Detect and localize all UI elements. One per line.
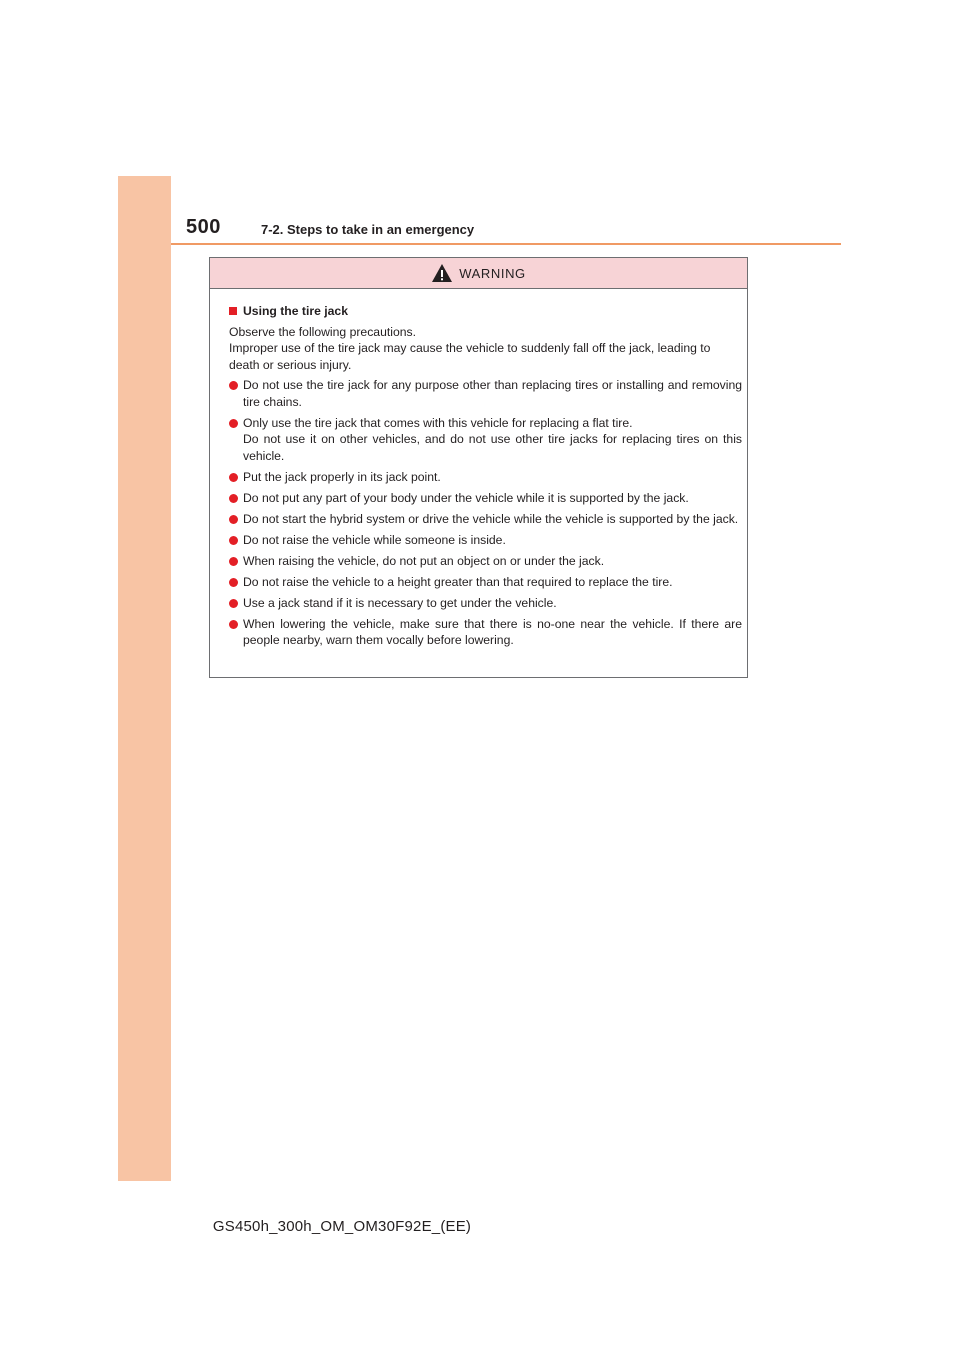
list-item-text: Do not use the tire jack for any purpose other than replacing tires or installing and removing tire chains. (243, 378, 742, 409)
bullet-dot-icon (229, 620, 238, 629)
list-item-text: When lowering the vehicle, make sure that there is no-one near the vehicle. If there are people nearby, warn them vocally before lowering. (243, 616, 742, 647)
bullet-dot-icon (229, 536, 238, 545)
document-code: GS450h_300h_OM_OM30F92E_(EE) (212, 1218, 472, 1235)
list-item (229, 490, 742, 507)
intro-line: Observe the following precautions. (229, 324, 416, 339)
warning-box (209, 257, 748, 678)
subheading-text: Using the tire jack (243, 304, 348, 318)
list-item-text: Do not start the hybrid system or drive the vehicle while the vehicle is supported by the jack. (243, 511, 739, 526)
section-title: 7-2. Steps to take in an emergency (261, 222, 475, 237)
list-item (229, 511, 742, 528)
bullet-dot-icon (229, 515, 238, 524)
bullet-dot-icon (229, 494, 238, 503)
list-item-text: Do not raise the vehicle to a height greater than that required to replace the tire. (243, 574, 673, 589)
warning-subheading (229, 303, 742, 320)
list-item (229, 415, 742, 465)
list-item (229, 574, 742, 591)
header-divider (171, 243, 841, 245)
list-item (229, 553, 742, 570)
page-number: 500 (186, 216, 221, 238)
intro-line: Improper use of the tire jack may cause the vehicle to suddenly fall off the jack, leading to death or serious injury. (229, 341, 711, 372)
list-item (229, 469, 742, 486)
chapter-side-tab (118, 176, 171, 1181)
bullet-dot-icon (229, 578, 238, 587)
bullet-dot-icon (229, 473, 238, 482)
bullet-dot-icon (229, 599, 238, 608)
square-bullet-icon (229, 307, 237, 315)
list-item-text: When raising the vehicle, do not put an object on or under the jack. (243, 553, 605, 568)
list-item-text: Use a jack stand if it is necessary to get under the vehicle. (243, 595, 557, 610)
list-item-text-extra: Do not use it on other vehicles, and do not use other tire jacks for replacing tires on this vehicle. (243, 432, 742, 463)
warning-label: WARNING (459, 265, 526, 281)
list-item (229, 616, 742, 649)
bullet-dot-icon (229, 381, 238, 390)
list-item-text: Put the jack properly in its jack point. (243, 469, 441, 484)
warning-triangle-icon (431, 263, 453, 283)
list-item (229, 595, 742, 612)
warning-intro (229, 324, 742, 374)
list-item (229, 377, 742, 410)
list-item-text: Only use the tire jack that comes with this vehicle for replacing a flat tire. (243, 415, 633, 430)
bullet-dot-icon (229, 419, 238, 428)
warning-body (210, 289, 747, 649)
list-item (229, 532, 742, 549)
list-item-text: Do not raise the vehicle while someone is inside. (243, 532, 506, 547)
bullet-dot-icon (229, 557, 238, 566)
document-code-footer (0, 1218, 960, 1235)
warning-header (210, 258, 747, 289)
list-item-text: Do not put any part of your body under the vehicle while it is supported by the jack. (243, 490, 689, 505)
